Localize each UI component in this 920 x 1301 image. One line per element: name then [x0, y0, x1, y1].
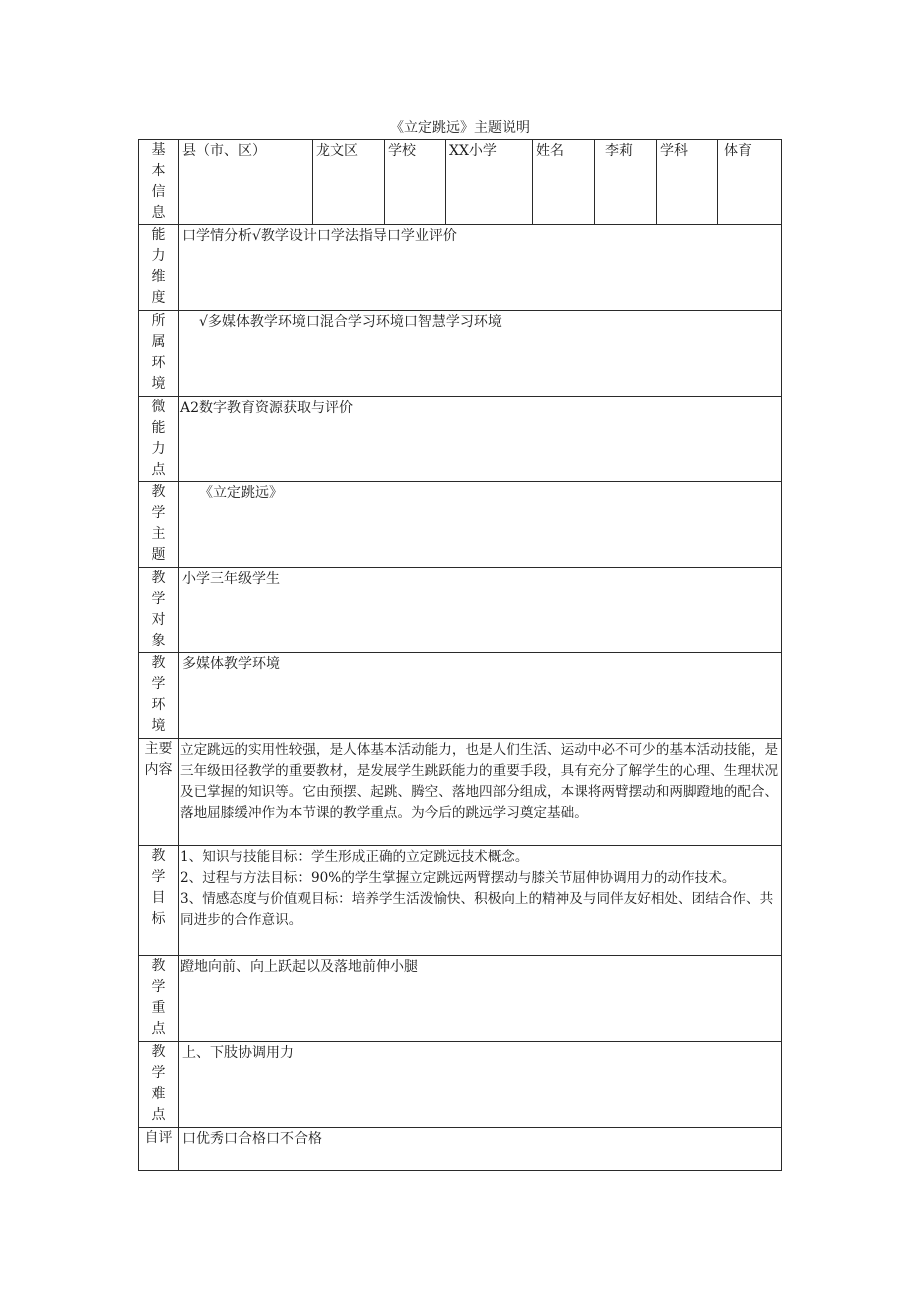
target-value: 小学三年级学生 [179, 568, 782, 653]
label-teaching-env: 教学环境 [139, 653, 179, 739]
label-micro-ability: 微能力点 [139, 397, 179, 482]
environment-options: √多媒体教学环境口混合学习环境口智慧学习环境 [179, 311, 782, 397]
row-theme [139, 482, 782, 568]
row-ability [139, 225, 782, 311]
difficulty-value: 上、下肢协调用力 [179, 1042, 782, 1128]
self-eval-options: 口优秀口合格口不合格 [179, 1128, 782, 1171]
subject-label: 学科 [657, 140, 718, 225]
theme-value: 《立定跳远》 [179, 482, 782, 568]
goal-process: 2、过程与方法目标：90%的学生掌握立定跳远两臂摆动与膝关节屈伸协调用力的动作技术。 [180, 870, 736, 886]
label-content: 主要内容 [139, 739, 179, 846]
teaching-env-value: 多媒体教学环境 [179, 653, 782, 739]
label-difficulty: 教学难点 [139, 1042, 179, 1128]
row-key-points [139, 956, 782, 1042]
document-title: 《立定跳远》主题说明 [390, 120, 530, 136]
name-value: 李莉 [595, 140, 657, 225]
school-label: 学校 [385, 140, 446, 225]
label-self-eval: 自评 [139, 1128, 179, 1171]
row-basic-info [139, 140, 782, 225]
goal-knowledge: 1、知识与技能目标：学生形成正确的立定跳远技术概念。 [180, 849, 529, 865]
goal-emotion: 3、情感态度与价值观目标：培养学生活泼愉快、积极向上的精神及与同伴友好相处、团结合作、共同进步的合作意识。 [180, 891, 774, 928]
theme-description-table [138, 139, 782, 1171]
label-key-points: 教学重点 [139, 956, 179, 1042]
label-environment: 所属环境 [139, 311, 179, 397]
row-content [139, 739, 782, 846]
key-points-value: 蹬地向前、向上跃起以及落地前伸小腿 [179, 956, 782, 1042]
label-goals: 教学目标 [139, 846, 179, 956]
row-micro-ability [139, 397, 782, 482]
county-value: 龙文区 [313, 140, 385, 225]
goals-list [179, 846, 782, 956]
subject-value: 体育 [718, 140, 782, 225]
row-teaching-env [139, 653, 782, 739]
label-theme: 教学主题 [139, 482, 179, 568]
row-environment [139, 311, 782, 397]
micro-ability-value: A2数字教育资源获取与评价 [179, 397, 782, 482]
label-ability: 能力维度 [139, 225, 179, 311]
school-value: XX小学 [446, 140, 533, 225]
name-label: 姓名 [533, 140, 595, 225]
row-target [139, 568, 782, 653]
label-target: 教学对象 [139, 568, 179, 653]
ability-options: 口学情分析√教学设计口学法指导口学业评价 [179, 225, 782, 311]
label-basic-info: 基本信息 [139, 140, 179, 225]
row-difficulty [139, 1042, 782, 1128]
content-value: 立定跳远的实用性较强，是人体基本活动能力，也是人们生活、运动中必不可少的基本活动技能，是三年级田径教学的重要教材，是发展学生跳跃能力的重要手段，具有充分了解学生的心理、生理状况及已掌握的知识等。它由预摆、起跳、腾空、落地四部分组成，本课将两臂摆动和两脚蹬地的配合、落地屈膝缓冲作为本节课的教学重点。为今后的跳远学习奠定基础。 [179, 739, 782, 846]
row-goals [139, 846, 782, 956]
row-self-eval [139, 1128, 782, 1171]
county-label: 县（市、区） [179, 140, 313, 225]
